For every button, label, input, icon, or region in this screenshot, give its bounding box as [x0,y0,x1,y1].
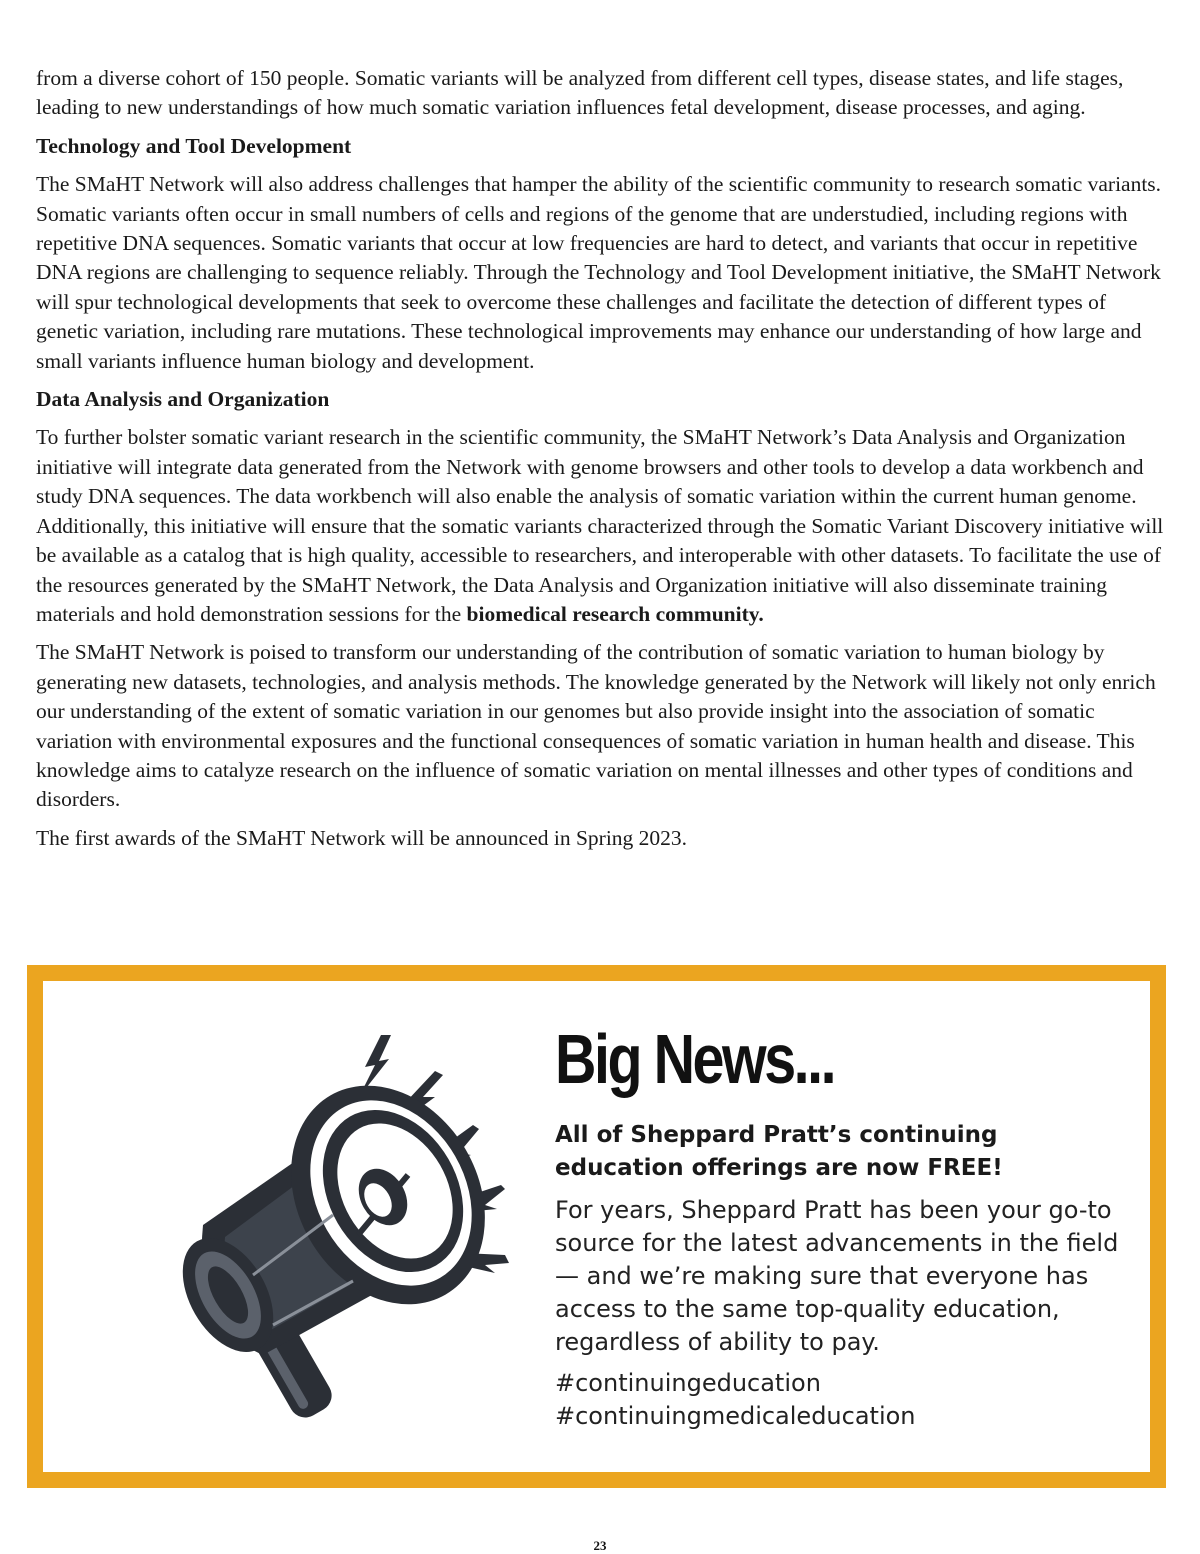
hashtag-list [555,1367,1125,1433]
data-analysis-heading: Data Analysis and Organization [36,387,330,412]
ad-subtitle: All of Sheppard Pratt’s continuing education offerings are now FREE! [555,1122,1003,1181]
ad-body-text: For years, Sheppard Pratt has been your go-to source for the latest advancements in the field — and we’re making sure that everyone has access to the same top-quality education, regardless of ability to pay. [555,1196,1119,1356]
ad-title: Big News... [555,1020,835,1098]
advertisement-panel [43,981,1150,1472]
hashtag-continuing-medical-education: #continuingmedicaleducation [555,1402,916,1430]
megaphone-icon [133,1025,533,1425]
advertisement-text [555,1019,1125,1433]
article-body [36,64,1168,862]
conclusion-paragraph: The SMaHT Network is poised to transform our understanding of the contribution of somatic variation to human biology by generating new datasets, technologies, and analysis methods. The knowledge generated by the Network will likely not only enrich our understanding of the extent of somatic variation in our genomes but also provide insight into the association of somatic variation with environmental exposures and the functional consequences of somatic variation in human health and disease. This knowledge aims to catalyze research on the influence of somatic variation on mental illnesses and other types of conditions and disorders. [36,640,1156,812]
intro-paragraph: from a diverse cohort of 150 people. Somatic variants will be analyzed from different cell types, disease states, and life stages, leading to new understandings of how much somatic variation influences fetal development, disease processes, and aging. [36,66,1124,120]
technology-heading: Technology and Tool Development [36,133,352,158]
data-analysis-paragraph [36,423,1168,629]
advertisement-box [27,965,1166,1488]
data-analysis-text: To further bolster somatic variant research in the scientific community, the SMaHT Network’s Data Analysis and Organization initiative will integrate data generated from the Network with genome browsers and other tools to develop a data workbench and study DNA sequences. The data workbench will also enable the analysis of somatic variation within the current human genome. Additionally, this initiative will ensure that the somatic variants characterized through the Somatic Variant Discovery initiative will be available as a catalog that is high quality, accessible to researchers, and interoperable with other datasets. To facilitate the use of the resources generated by the SMaHT Network, the Data Analysis and Organization initiative will also disseminate training materials and hold demonstration sessions for the [36,425,1164,626]
page-number: 23 [593,1538,607,1553]
awards-paragraph: The first awards of the SMaHT Network will be announced in Spring 2023. [36,825,688,850]
technology-paragraph: The SMaHT Network will also address challenges that hamper the ability of the scientific community to research somatic variants. Somatic variants often occur in small numbers of cells and regions of the genome that are understudied, including regions with repetitive DNA sequences. Somatic variants that occur at low frequencies are hard to detect, and variants that occur in repetitive DNA regions are challenging to sequence reliably. Through the Technology and Tool Development initiative, the SMaHT Network will spur technological developments that seek to overcome these challenges and facilitate the detection of different types of genetic variation, including rare mutations. These technological improvements may enhance our understanding of how large and small variants influence human biology and development. [36,172,1162,373]
hashtag-continuing-education: #continuingeducation [555,1369,821,1397]
data-analysis-bold-text: biomedical research community. [466,601,764,626]
